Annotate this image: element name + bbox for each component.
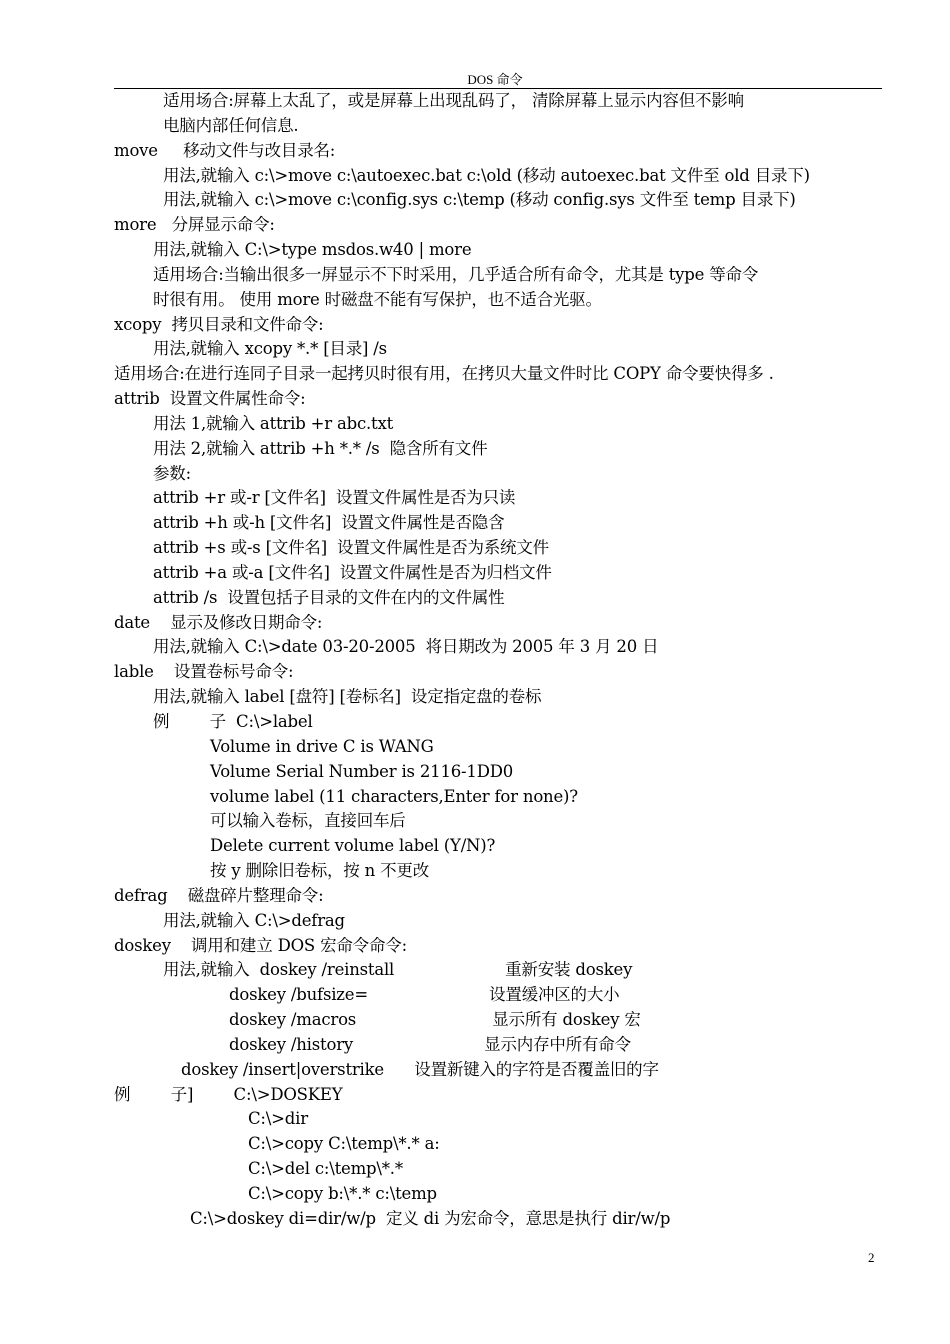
text-line: 电脑内部任何信息. [163,115,299,135]
text-line: 用法,就输入 C:\>type msdos.w40 | more [153,240,472,260]
text-line: lable 设置卷标号命令: [114,662,294,682]
page-number: 2 [868,1250,875,1265]
text-line: C:\>dir [248,1109,308,1129]
text-line: 时很有用。 使用 more 时磁盘不能有写保护，也不适合光驱。 [153,289,602,309]
text-line: Delete current volume label (Y/N)? [210,836,496,856]
text-line: Volume in drive C is WANG [210,736,434,756]
text-line: defrag 磁盘碎片整理命令: [114,885,324,905]
text-line: C:\>copy b:\*.* c:\temp [248,1183,437,1203]
text-line: 用法 1,就输入 attrib +r abc.txt [153,413,394,433]
text-line: more 分屏显示命令: [114,215,275,235]
text-line: 用法 2,就输入 attrib +h *.* /s 隐含所有文件 [153,438,488,458]
text-line: attrib +a 或-a [文件名] 设置文件属性是否为归档文件 [153,562,552,582]
text-line: 用法,就输入 doskey /reinstall 重新安装 doskey [163,960,633,980]
text-line: 适用场合:屏幕上太乱了，或是屏幕上出现乱码了， 清除屏幕上显示内容但不影响 [163,91,744,110]
text-line: doskey /insert|overstrike 设置新键入的字符是否覆盖旧的字 [181,1059,659,1079]
text-line: 用法,就输入 C:\>date 03-20-2005 将日期改为 2005 年 3 月 20 日 [153,637,659,657]
text-line: volume label (11 characters,Enter for none)? [210,786,578,806]
text-line: 例 子] C:\>DOSKEY [114,1084,343,1104]
text-line: 例 子 C:\>label [153,712,313,731]
text-line: C:\>doskey di=dir/w/p 定义 di 为宏命令，意思是执行 dir/w/p [190,1208,671,1228]
text-line: 用法,就输入 label [盘符] [卷标名] 设定指定盘的卷标 [153,687,542,707]
text-line: move 移动文件与改目录名: [114,140,336,160]
text-line: attrib +r 或-r [文件名] 设置文件属性是否为只读 [153,488,516,508]
text-line: xcopy 拷贝目录和文件命令: [114,314,324,334]
text-line: C:\>del c:\temp\*.* [248,1159,403,1179]
text-line: doskey /macros 显示所有 doskey 宏 [229,1010,641,1030]
page-header: DOS 命令 [467,72,523,87]
text-line: 用法,就输入 c:\>move c:\config.sys c:\temp (移动 config.sys 文件至 temp 目录下) [163,190,796,210]
text-line: 可以输入卷标，直接回车后 [210,811,406,831]
text-line: 适用场合:在进行连同子目录一起拷贝时很有用，在拷贝大量文件时比 COPY 命令要快得多 . [114,364,774,384]
text-line: 用法,就输入 C:\>defrag [163,910,345,930]
text-line: attrib +h 或-h [文件名] 设置文件属性是否隐含 [153,513,505,533]
text-line: 适用场合:当输出很多一屏显示不下时采用，几乎适合所有命令，尤其是 type 等命令 [153,264,759,284]
text-line: attrib /s 设置包括子目录的文件在内的文件属性 [153,587,505,607]
header-rule [114,88,882,89]
text-line: 用法,就输入 xcopy *.* [目录] /s [153,339,387,359]
text-line: doskey 调用和建立 DOS 宏命令命令: [114,935,407,955]
text-line: C:\>copy C:\temp\*.* a: [248,1134,440,1154]
text-line: 用法,就输入 c:\>move c:\autoexec.bat c:\old (移动 autoexec.bat 文件至 old 目录下) [163,165,810,185]
text-line: attrib +s 或-s [文件名] 设置文件属性是否为系统文件 [153,538,549,558]
text-line: attrib 设置文件属性命令: [114,389,306,409]
text-line: doskey /bufsize= 设置缓冲区的大小 [229,985,620,1005]
text-line: 按 y 删除旧卷标，按 n 不更改 [210,861,430,881]
text-line: date 显示及修改日期命令: [114,612,323,632]
text-line: 参数: [153,463,191,483]
text-line: Volume Serial Number is 2116-1DD0 [210,761,514,781]
text-line: doskey /history 显示内存中所有命令 [229,1034,631,1054]
